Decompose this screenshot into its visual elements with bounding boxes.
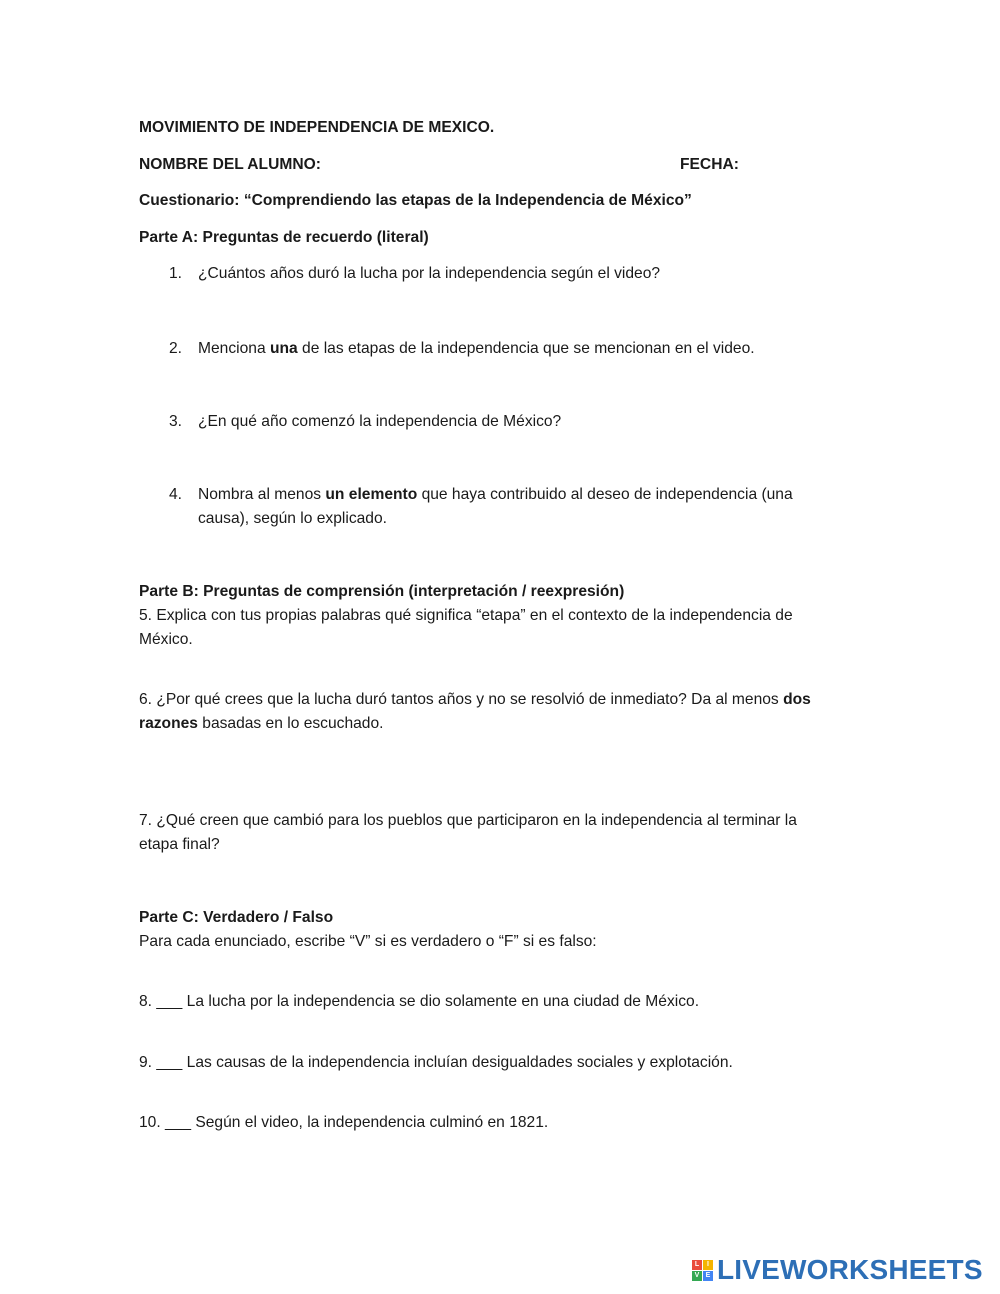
question-7: 7. ¿Qué creen que cambió para los pueblos que participaron en la independencia al terminar la: [139, 812, 797, 829]
question-9: 9. ___ Las causas de la independencia incluían desigualdades sociales y explotación.: [139, 1054, 733, 1071]
question-number: 4.: [169, 486, 183, 503]
question-5-continued: México.: [139, 631, 193, 648]
part-c-instructions: Para cada enunciado, escribe “V” si es verdadero o “F” si es falso:: [139, 933, 597, 950]
question-6: 6. ¿Por qué crees que la lucha duró tantos años y no se resolvió de inmediato? Da al menos dos: [139, 691, 811, 708]
quiz-title: Cuestionario: “Comprendiendo las etapas de la Independencia de México”: [139, 192, 692, 209]
logo-block: I: [703, 1260, 713, 1270]
logo-blocks-icon: [692, 1260, 713, 1281]
question-text: Menciona una de las etapas de la independencia que se mencionan en el video.: [198, 340, 755, 357]
question-text: ¿Cuántos años duró la lucha por la independencia según el video?: [198, 265, 661, 282]
question-10: 10. ___ Según el video, la independencia culminó en 1821.: [139, 1114, 549, 1131]
question-number: 3.: [169, 413, 183, 430]
logo-block: E: [703, 1271, 713, 1281]
question-number: 1.: [169, 265, 183, 282]
logo-block: V: [692, 1271, 702, 1281]
question-8: 8. ___ La lucha por la independencia se dio solamente en una ciudad de México.: [139, 993, 700, 1010]
question-6-continued: razones basadas en lo escuchado.: [139, 715, 384, 732]
part-c-heading: Parte C: Verdadero / Falso: [139, 909, 334, 926]
part-a-heading: Parte A: Preguntas de recuerdo (literal): [139, 229, 429, 246]
liveworksheets-logo: [692, 1254, 983, 1286]
document-title: MOVIMIENTO DE INDEPENDENCIA DE MEXICO.: [139, 119, 495, 136]
logo-text: LIVEWORKSHEETS: [717, 1254, 983, 1285]
question-text: Nombra al menos un elemento que haya contribuido al deseo de independencia (una: [198, 486, 793, 503]
question-text-continued: causa), según lo explicado.: [198, 510, 387, 527]
logo-block: L: [692, 1260, 702, 1270]
question-7-continued: etapa final?: [139, 836, 220, 853]
question-5: 5. Explica con tus propias palabras qué significa “etapa” en el contexto de la independencia de: [139, 607, 793, 624]
question-text: ¿En qué año comenzó la independencia de México?: [198, 413, 562, 430]
part-b-heading: Parte B: Preguntas de comprensión (interpretación / reexpresión): [139, 583, 625, 600]
date-label: FECHA:: [680, 156, 739, 173]
question-number: 2.: [169, 340, 183, 357]
student-name-label: NOMBRE DEL ALUMNO:: [139, 156, 321, 173]
